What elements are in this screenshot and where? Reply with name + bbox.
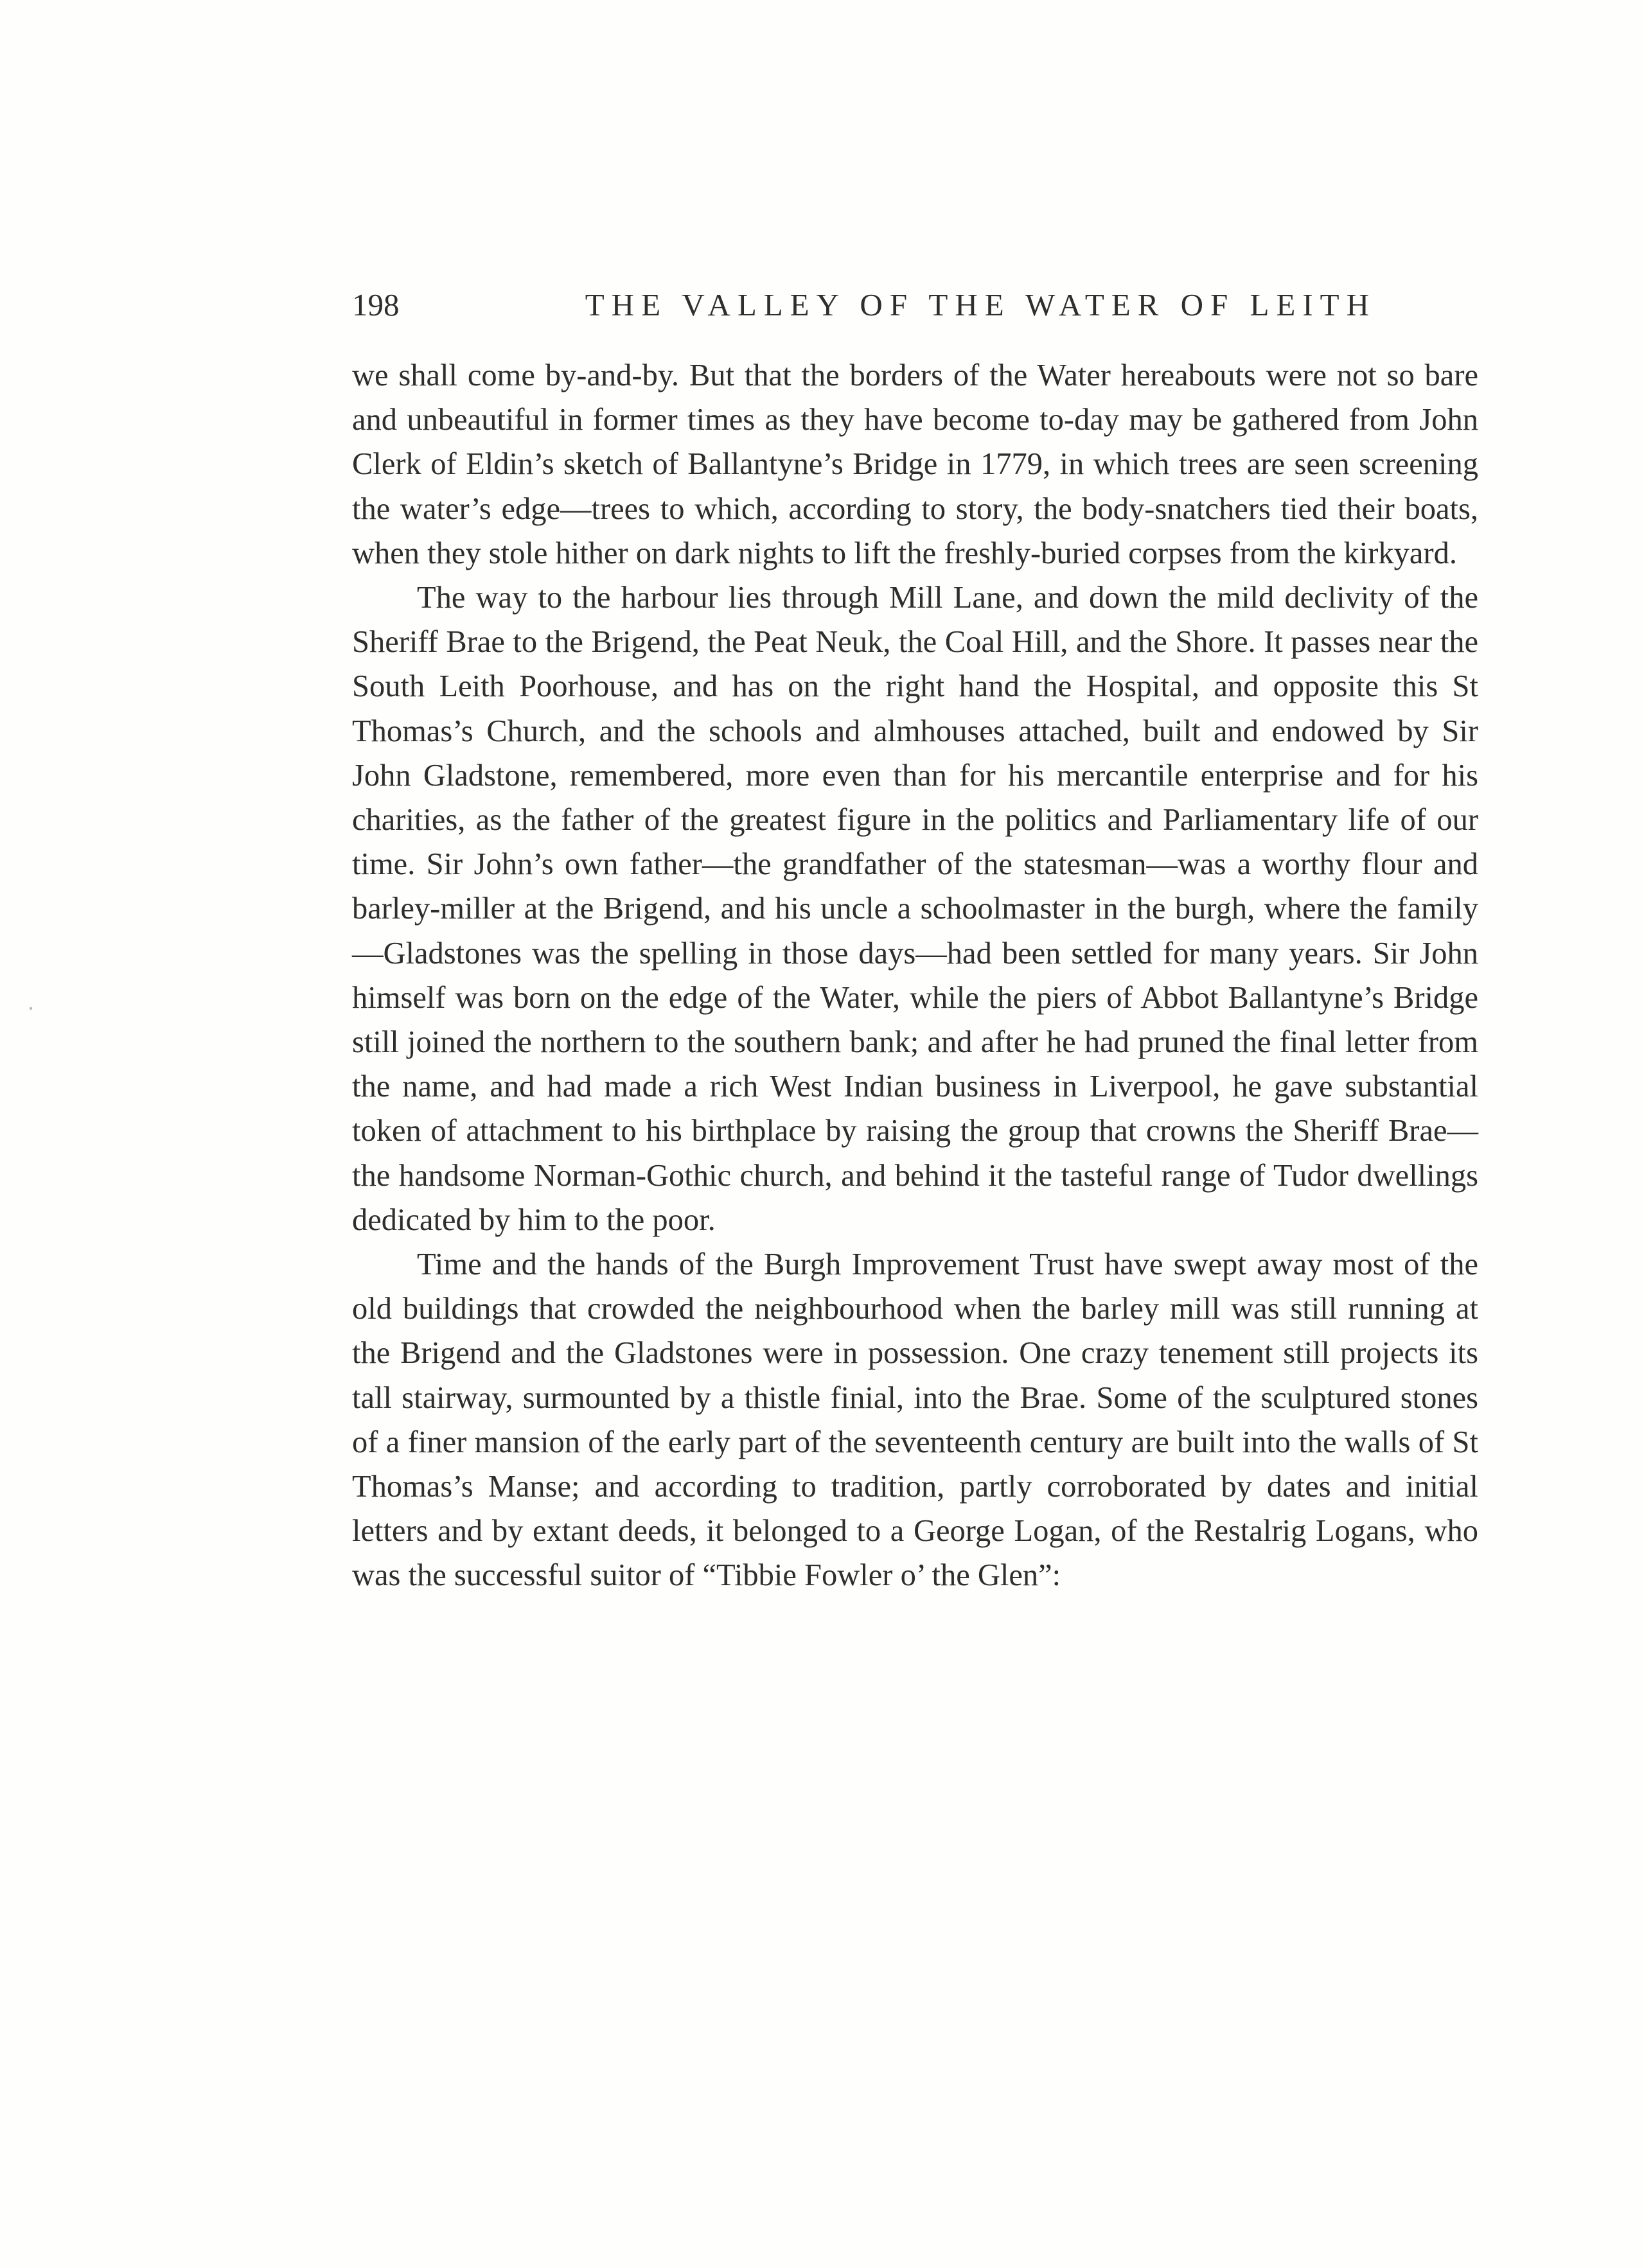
paragraph-continuation: we shall come by-and-by. But that the borders of the Water hereabouts were not so bare and unbeautiful in former times as they have become to-day may be gathered from John Clerk of Eldin’s sketch of Ballantyne’s Bridge in 1779, in which trees are seen screening the water’s edge—trees to which, according to story, the body-snatchers tied their boats, when they stole hither on dark nights to lift the freshly-buried corpses from the kirkyard.: [352, 358, 1478, 570]
page-header: [352, 283, 1376, 328]
body-text: [352, 353, 1478, 1598]
paper-speck: [30, 1007, 32, 1010]
running-title: THE VALLEY OF THE WATER OF LEITH: [585, 287, 1376, 322]
paragraph-burgh-improvement: Time and the hands of the Burgh Improvement Trust have swept away most of the old buildings that crowded the neighbourhood when the barley mill was still running at the Brigend and the Gladstones were in possession. One crazy tenement still projects its tall stairway, surmounted by a thistle finial, into the Brae. Some of the sculptured stones of a finer mansion of the early part of the seventeenth century are built into the walls of St Thomas’s Manse; and according to tradition, partly corroborated by dates and initial letters and by extant deeds, it belonged to a George Logan, of the Restalrig Logans, who was the successful suitor of “Tibbie Fowler o’ the Glen”:: [352, 1247, 1478, 1593]
paragraph-harbour-way: The way to the harbour lies through Mill Lane, and down the mild declivity of the Sheriff Brae to the Brigend, the Peat Neuk, the Coal Hill, and the Shore. It passes near the South Leith Poorhouse, and has on the right hand the Hospital, and opposite this St Thomas’s Church, and the schools and almhouses attached, built and endowed by Sir John Gladstone, remembered, more even than for his mercantile enterprise and for his charities, as the father of the greatest figure in the politics and Parliamentary life of our time. Sir John’s own father—the grandfather of the statesman—was a worthy flour and barley-miller at the Brigend, and his uncle a schoolmaster in the burgh, where the family—Gladstones was the spelling in those days—had been settled for many years. Sir John himself was born on the edge of the Water, while the piers of Abbot Ballantyne’s Bridge still joined the northern to the southern bank; and after he had pruned the final letter from the name, and had made a rich West Indian business in Liverpool, he gave substantial token of attachment to his birthplace by raising the group that crowns the Sheriff Brae—the handsome Norman-Gothic church, and behind it the tasteful range of Tudor dwellings dedicated by him to the poor.: [352, 581, 1478, 1237]
page-number: 198: [352, 287, 400, 322]
